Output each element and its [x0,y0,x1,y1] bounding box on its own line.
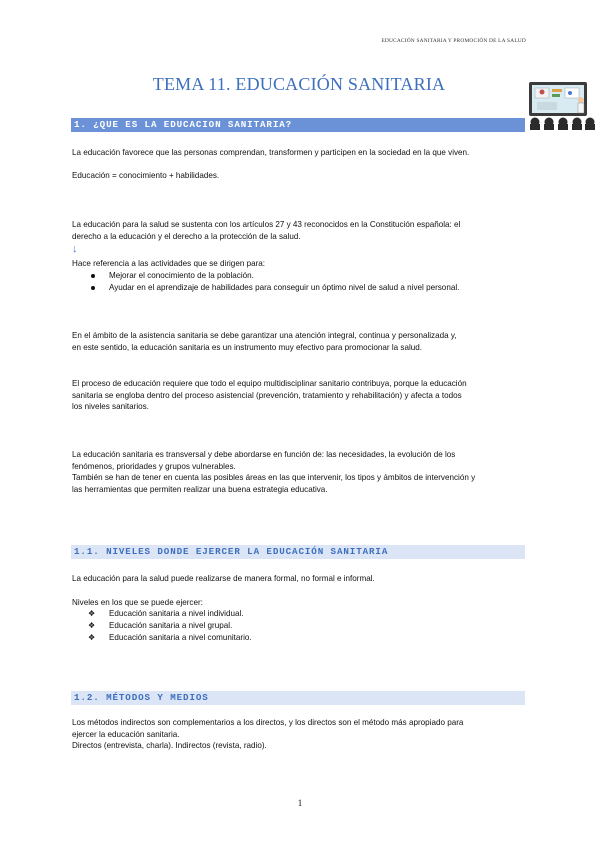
page-number: 1 [297,798,303,808]
text-line: También se han de tener en cuenta las posibles áreas en las que intervenir, los tipos y ámbitos de intervención y [72,473,476,483]
classroom-illustration [527,80,595,130]
text-line: Directos (entrevista, charla). Indirectos (revista, radio). [72,741,267,751]
paragraph: Niveles en los que se puede ejercer: [72,598,203,607]
list-item: Mejorar el conocimiento de la población. [72,270,532,282]
text-line: ejercer la educación sanitaria. [72,729,180,739]
paragraph [72,330,532,353]
list-item: ❖ Educación sanitaria a nivel grupal. [72,620,532,632]
section-heading-1: 1. ¿QUE ES LA EDUCACION SANITARIA? [71,118,525,132]
text-line: las herramientas que permiten realizar una buena estrategia educativa. [72,484,328,494]
paragraph [72,717,532,752]
text-line: los niveles sanitarios. [72,402,149,412]
paragraph [72,449,532,495]
section-heading-1-2: 1.2. MÉTODOS Y MEDIOS [71,691,525,705]
text-line: sanitaria se engloba dentro del proceso asistencial (prevención, tratamiento y rehabilitación) y afecta a todos [72,390,462,400]
paragraph: La educación favorece que las personas comprendan, transformen y participen en la sociedad en la que viven. [72,148,470,157]
paragraph: Hace referencia a las actividades que se dirigen para: [72,259,266,268]
text-line: derecho a la educación y el derecho a la protección de la salud. [72,231,301,241]
section-heading-1-1: 1.1. NIVELES DONDE EJERCER LA EDUCACIÓN SANITARIA [71,545,525,559]
text-line: en este sentido, la educación sanitaria es un instrumento muy efectivo para promocionar la salud. [72,342,423,352]
down-arrow-icon: ↓ [72,243,78,255]
list-item: ❖ Educación sanitaria a nivel comunitario. [72,632,532,644]
list-item: ❖ Educación sanitaria a nivel individual. [72,608,532,620]
text-line: La educación para la salud se sustenta con los artículos 27 y 43 reconocidos en la Constitución española: el [72,220,461,229]
levels-list [72,608,532,643]
text-line: Los métodos indirectos son complementarios a los directos, y los directos son el método más apropiado para [72,718,464,727]
paragraph [72,378,532,413]
text-line: En el ámbito de la asistencia sanitaria se debe garantizar una atención integral, continua y personalizada y, [72,331,457,340]
paragraph [72,219,532,242]
text-line: fenómenos, prioridades y grupos vulnerables. [72,461,236,471]
paragraph: Educación = conocimiento + habilidades. [72,171,220,180]
list-item: Ayudar en el aprendizaje de habilidades para conseguir un óptimo nivel de salud a nivel personal. [72,282,532,294]
bullet-list [72,270,532,294]
page-title: TEMA 11. EDUCACIÓN SANITARIA [152,74,446,94]
paragraph: La educación para la salud puede realizarse de manera formal, no formal e informal. [72,574,375,583]
text-line: La educación sanitaria es transversal y debe abordarse en función de: las necesidades, la evolución de los [72,450,456,459]
text-line: El proceso de educación requiere que todo el equipo multidisciplinar sanitario contribuya, porque la educación [72,379,467,388]
running-header: EDUCACIÓN SANITARIA Y PROMOCIÓN DE LA SALUD [381,38,526,44]
